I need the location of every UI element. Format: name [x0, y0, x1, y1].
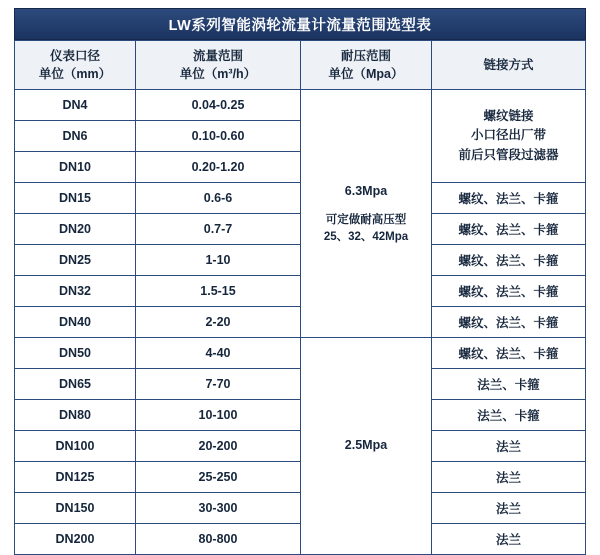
cell-connection: 螺纹、法兰、卡箍	[432, 245, 586, 276]
cell-flow-range: 80-800	[136, 524, 301, 555]
table-row	[15, 307, 586, 338]
column-header-diameter-line1: 仪表口径	[49, 48, 100, 63]
cell-connection: 法兰	[432, 493, 586, 524]
cell-flow-range: 0.7-7	[136, 214, 301, 245]
cell-diameter: DN25	[15, 245, 136, 276]
page-title-bar	[14, 8, 586, 40]
column-header-pressure	[301, 41, 432, 90]
cell-diameter: DN10	[15, 152, 136, 183]
column-header-pressure-line1: 耐压范围	[340, 48, 391, 63]
cell-flow-range: 0.04-0.25	[136, 90, 301, 121]
cell-diameter: DN200	[15, 524, 136, 555]
cell-connection: 法兰、卡箍	[432, 400, 586, 431]
pressure-main-value: 2.5Mpa	[344, 438, 388, 453]
cell-connection: 螺纹、法兰、卡箍	[432, 183, 586, 214]
column-header-connection	[432, 41, 586, 90]
cell-pressure-group-1	[301, 90, 432, 338]
cell-diameter: DN65	[15, 369, 136, 400]
pressure-sub-line2: 25、32、42Mpa	[323, 231, 409, 244]
cell-flow-range: 2-20	[136, 307, 301, 338]
cell-flow-range: 0.6-6	[136, 183, 301, 214]
cell-pressure-group-2	[301, 338, 432, 555]
cell-flow-range: 25-250	[136, 462, 301, 493]
connection-line2: 小口径出厂带	[470, 128, 546, 143]
table-body	[15, 90, 586, 555]
cell-flow-range: 0.20-1.20	[136, 152, 301, 183]
cell-diameter: DN80	[15, 400, 136, 431]
table-row	[15, 431, 586, 462]
connection-line3: 前后只管段过滤器	[458, 147, 559, 162]
table-header	[15, 41, 586, 90]
column-header-connection-line1: 链接方式	[483, 57, 534, 72]
pressure-main-value: 6.3Mpa	[344, 183, 388, 198]
table-row	[15, 400, 586, 431]
cell-flow-range: 20-200	[136, 431, 301, 462]
table-row	[15, 338, 586, 369]
cell-connection: 法兰、卡箍	[432, 369, 586, 400]
cell-diameter: DN20	[15, 214, 136, 245]
column-header-diameter	[15, 41, 136, 90]
column-header-flow-range-line1: 流量范围	[192, 48, 243, 63]
cell-diameter: DN32	[15, 276, 136, 307]
column-header-pressure-line2: 单位（Mpa）	[328, 67, 404, 81]
table-row	[15, 462, 586, 493]
table-row	[15, 245, 586, 276]
cell-connection: 法兰	[432, 431, 586, 462]
cell-flow-range: 30-300	[136, 493, 301, 524]
cell-connection: 法兰	[432, 462, 586, 493]
specification-table	[14, 40, 586, 555]
cell-connection: 螺纹、法兰、卡箍	[432, 338, 586, 369]
cell-connection: 法兰	[432, 524, 586, 555]
cell-flow-range: 1-10	[136, 245, 301, 276]
connection-line1: 螺纹链接	[483, 108, 534, 123]
column-header-flow-range-line2: 单位（m³/h）	[179, 67, 257, 81]
table-row	[15, 214, 586, 245]
column-header-diameter-line2: 单位（mm）	[38, 67, 112, 81]
table-row	[15, 276, 586, 307]
pressure-sub-line1: 可定做耐高压型	[325, 213, 407, 226]
cell-diameter: DN15	[15, 183, 136, 214]
cell-diameter: DN100	[15, 431, 136, 462]
table-row	[15, 524, 586, 555]
table-row	[15, 369, 586, 400]
cell-diameter: DN6	[15, 121, 136, 152]
cell-diameter: DN40	[15, 307, 136, 338]
cell-connection: 螺纹、法兰、卡箍	[432, 276, 586, 307]
cell-diameter: DN50	[15, 338, 136, 369]
cell-connection: 螺纹、法兰、卡箍	[432, 307, 586, 338]
cell-flow-range: 0.10-0.60	[136, 121, 301, 152]
cell-diameter: DN150	[15, 493, 136, 524]
column-header-flow-range	[136, 41, 301, 90]
table-row	[15, 493, 586, 524]
cell-connection: 螺纹、法兰、卡箍	[432, 214, 586, 245]
table-row	[15, 183, 586, 214]
cell-diameter: DN125	[15, 462, 136, 493]
table-row	[15, 90, 586, 121]
cell-flow-range: 4-40	[136, 338, 301, 369]
cell-diameter: DN4	[15, 90, 136, 121]
cell-flow-range: 1.5-15	[136, 276, 301, 307]
page-title: LW系列智能涡轮流量计流量范围选型表	[168, 17, 432, 34]
cell-flow-range: 7-70	[136, 369, 301, 400]
table-header-row	[15, 41, 586, 90]
cell-flow-range: 10-100	[136, 400, 301, 431]
cell-connection-group-1	[432, 90, 586, 183]
